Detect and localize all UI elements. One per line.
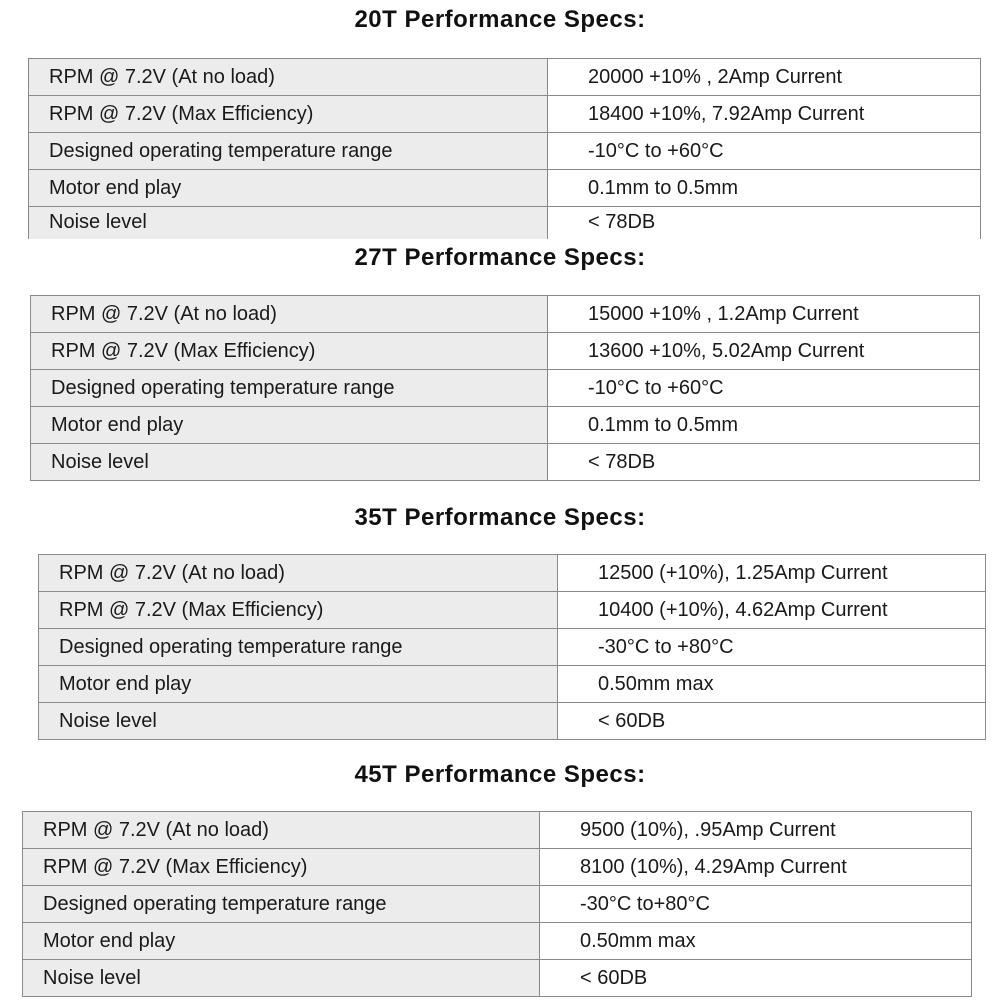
spec-label: Designed operating temperature range xyxy=(29,133,548,170)
spec-label: Motor end play xyxy=(29,170,548,207)
spec-value: 0.50mm max xyxy=(558,666,986,703)
spec-label: RPM @ 7.2V (Max Efficiency) xyxy=(39,592,558,629)
table-row xyxy=(23,849,972,886)
table-row xyxy=(23,812,972,849)
section-title-20t: 20T Performance Specs: xyxy=(354,6,646,33)
spec-label: RPM @ 7.2V (At no load) xyxy=(31,296,548,333)
spec-value: 0.1mm to 0.5mm xyxy=(548,170,981,207)
spec-label: Designed operating temperature range xyxy=(39,629,558,666)
spec-table-27t xyxy=(30,295,980,481)
table-row xyxy=(31,370,980,407)
spec-value: < 78DB xyxy=(548,444,980,481)
spec-value: 0.1mm to 0.5mm xyxy=(548,407,980,444)
spec-label: Noise level xyxy=(31,444,548,481)
table-row xyxy=(31,296,980,333)
table-row xyxy=(31,444,980,481)
spec-label: RPM @ 7.2V (At no load) xyxy=(23,812,540,849)
spec-value: 8100 (10%), 4.29Amp Current xyxy=(540,849,972,886)
table-row xyxy=(31,333,980,370)
spec-value: < 78DB xyxy=(548,207,981,239)
spec-label: Motor end play xyxy=(23,923,540,960)
spec-value: -30°C to+80°C xyxy=(540,886,972,923)
spec-label: Noise level xyxy=(23,960,540,997)
table-row xyxy=(23,886,972,923)
spec-value: -30°C to +80°C xyxy=(558,629,986,666)
spec-value: < 60DB xyxy=(540,960,972,997)
spec-label: RPM @ 7.2V (At no load) xyxy=(29,59,548,96)
spec-value: 13600 +10%, 5.02Amp Current xyxy=(548,333,980,370)
table-row xyxy=(23,960,972,997)
spec-table-45t xyxy=(22,811,972,997)
spec-label: Motor end play xyxy=(31,407,548,444)
spec-label: RPM @ 7.2V (Max Efficiency) xyxy=(23,849,540,886)
spec-value: 15000 +10% , 1.2Amp Current xyxy=(548,296,980,333)
spec-value: 0.50mm max xyxy=(540,923,972,960)
table-row xyxy=(29,59,981,96)
spec-table-35t xyxy=(38,554,986,740)
spec-value: 12500 (+10%), 1.25Amp Current xyxy=(558,555,986,592)
table-row xyxy=(29,96,981,133)
spec-label: Noise level xyxy=(39,703,558,740)
table-row xyxy=(29,170,981,207)
table-row xyxy=(39,703,986,740)
spec-value: 10400 (+10%), 4.62Amp Current xyxy=(558,592,986,629)
table-row xyxy=(39,666,986,703)
section-title-45t: 45T Performance Specs: xyxy=(354,761,646,788)
table-row xyxy=(23,923,972,960)
spec-table-20t xyxy=(28,58,981,239)
spec-label: Designed operating temperature range xyxy=(23,886,540,923)
spec-value: 9500 (10%), .95Amp Current xyxy=(540,812,972,849)
spec-value: 18400 +10%, 7.92Amp Current xyxy=(548,96,981,133)
spec-label: RPM @ 7.2V (Max Efficiency) xyxy=(31,333,548,370)
table-row xyxy=(31,407,980,444)
spec-label: Designed operating temperature range xyxy=(31,370,548,407)
table-row xyxy=(29,133,981,170)
section-title-35t: 35T Performance Specs: xyxy=(354,504,646,531)
spec-value: -10°C to +60°C xyxy=(548,370,980,407)
spec-label: RPM @ 7.2V (Max Efficiency) xyxy=(29,96,548,133)
table-row xyxy=(29,207,981,239)
spec-label: RPM @ 7.2V (At no load) xyxy=(39,555,558,592)
spec-label: Motor end play xyxy=(39,666,558,703)
section-title-27t: 27T Performance Specs: xyxy=(354,244,646,271)
spec-label: Noise level xyxy=(29,207,548,239)
table-row xyxy=(39,592,986,629)
table-row xyxy=(39,555,986,592)
spec-value: 20000 +10% , 2Amp Current xyxy=(548,59,981,96)
spec-value: < 60DB xyxy=(558,703,986,740)
table-row xyxy=(39,629,986,666)
spec-value: -10°C to +60°C xyxy=(548,133,981,170)
